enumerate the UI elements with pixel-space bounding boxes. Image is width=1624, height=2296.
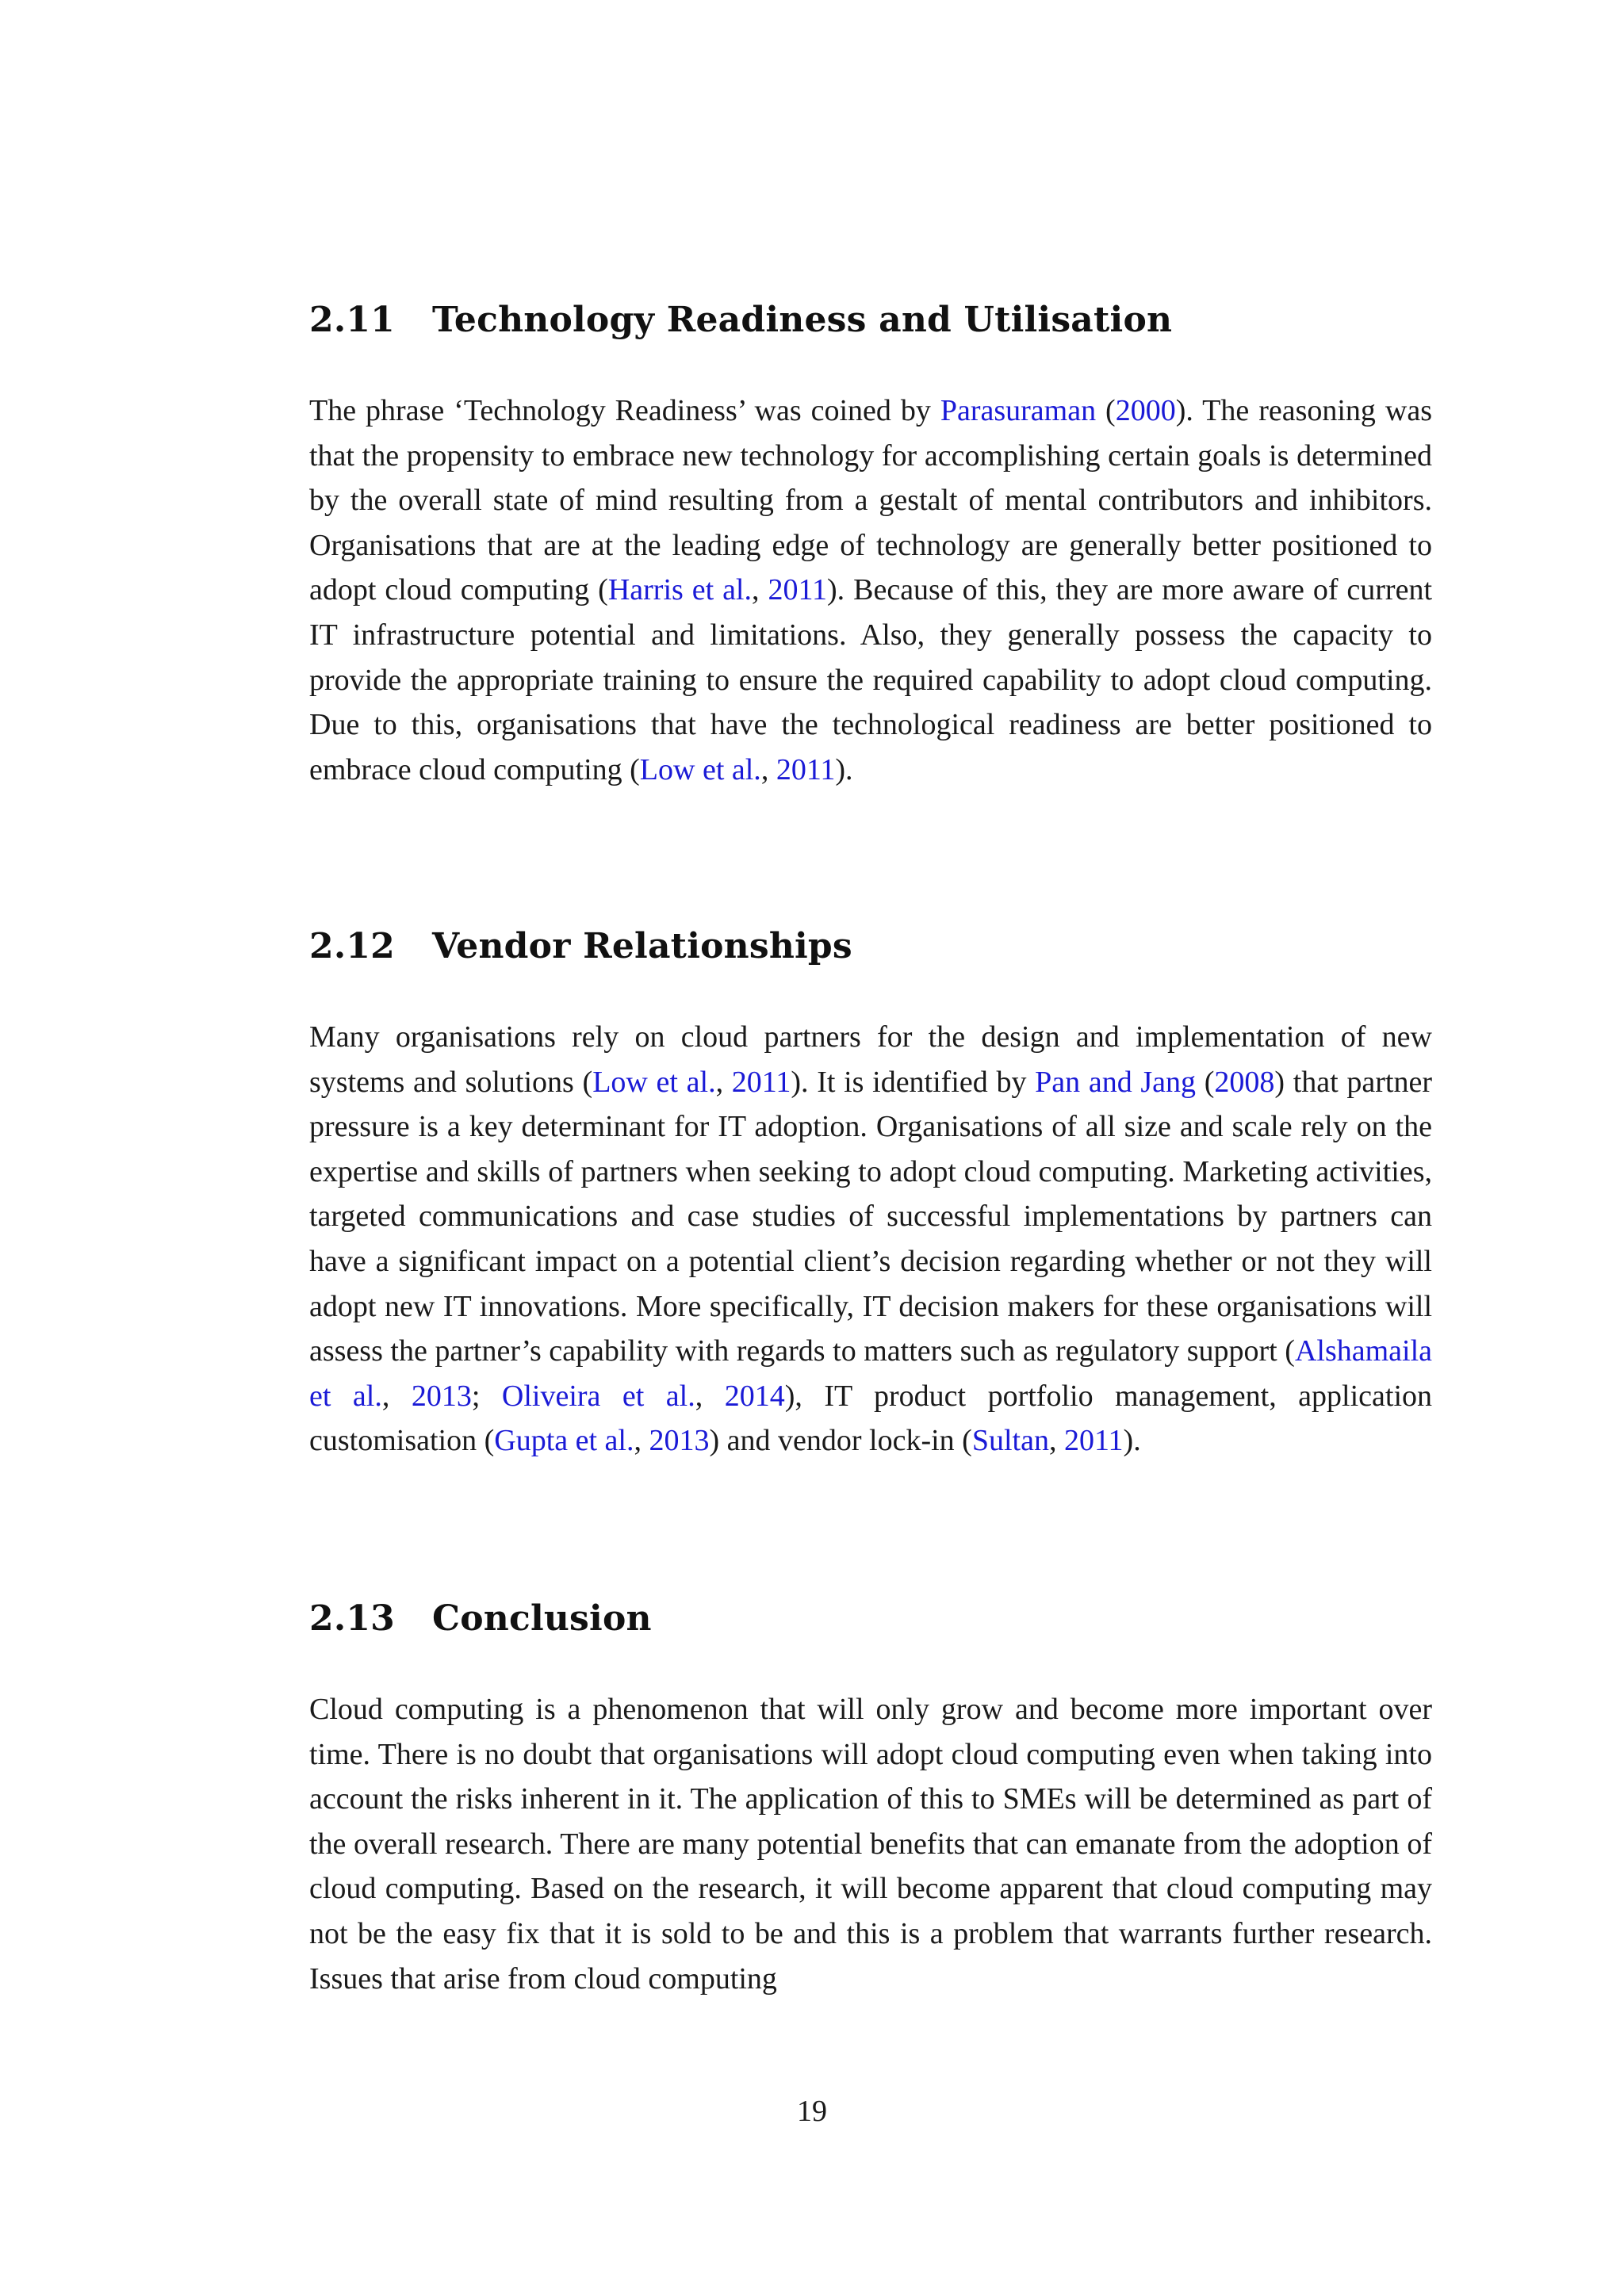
citation-link[interactable]: 2014 xyxy=(724,1379,785,1413)
citation-link[interactable]: Alshamaila et al. xyxy=(309,1334,1432,1413)
section-heading xyxy=(309,923,1432,970)
section-paragraph xyxy=(309,1687,1432,2001)
paragraph-text: , xyxy=(381,1379,412,1413)
citation-link[interactable]: 2013 xyxy=(411,1379,472,1413)
paragraph-text: , xyxy=(695,1379,725,1413)
page-number: 19 xyxy=(797,2095,827,2128)
paragraph-text: ( xyxy=(1196,1065,1215,1099)
paragraph-text: ). xyxy=(835,752,853,786)
paragraph-text: ), IT product portfolio management, application customisation ( xyxy=(309,1379,1433,1458)
paragraph-text: ) that partner pressure is a key determinant for IT adoption. Organisations of all size and scale rely on the expertise and skills of partners when seeking to adopt cloud computing. Marketing activities, targeted communications and case studies of successful implementations by partners can have a significant impact on a potential client’s decision regarding whether or not they will adopt new IT innovations. More specifically, IT decision makers for these organisations will assess the partner’s capability with regards to matters such as regulatory support ( xyxy=(309,1065,1432,1368)
citation-link[interactable]: Low et al. xyxy=(592,1065,716,1099)
paragraph-text: ( xyxy=(1096,394,1116,427)
paragraph-text: , xyxy=(634,1424,649,1458)
paragraph-text: ; xyxy=(471,1379,502,1413)
paragraph-text: , xyxy=(1048,1424,1064,1458)
citation-link[interactable]: Harris et al. xyxy=(607,573,752,607)
section-number: 2.11 xyxy=(309,300,395,340)
citation-link[interactable]: 2011 xyxy=(768,573,828,607)
paragraph-text: The phrase ‘Technology Readiness’ was coined by xyxy=(309,394,940,427)
section-2-12 xyxy=(309,923,1432,1464)
paragraph-text: ). Because of this, they are more aware of current IT infrastructure potential and limitations. Also, they generally possess the capacity to provide the appropriate training to ensure the required capability to adopt cloud computing. Due to this, organisations that have the technological readiness are better positioned to embrace cloud computing ( xyxy=(309,573,1433,786)
paragraph-text: , xyxy=(760,752,776,786)
citation-link[interactable]: 2011 xyxy=(1063,1424,1124,1458)
section-heading xyxy=(309,1595,1432,1643)
section-title: Technology Readiness and Utilisation xyxy=(432,300,1173,340)
paragraph-text: , xyxy=(715,1065,732,1099)
section-title: Conclusion xyxy=(432,1598,652,1639)
citation-link[interactable]: Sultan xyxy=(971,1424,1049,1458)
citation-link[interactable]: 2011 xyxy=(731,1065,791,1099)
section-paragraph xyxy=(309,1015,1432,1464)
section-2-11 xyxy=(309,297,1432,792)
paragraph-text: ). xyxy=(1123,1424,1141,1458)
paragraph-text: Cloud computing is a phenomenon that will only grow and become more important over time. There is no doubt that organisations will adopt cloud computing even when taking into account the risks inherent in it. The application of this to SMEs will be determined as part of the overall research. There are many potential benefits that can emanate from the adoption of cloud computing. Based on the research, it will become apparent that cloud computing may not be the easy fix that it is sold to be and this is a problem that warrants further research. Issues that arise from cloud computing xyxy=(309,1693,1432,1996)
paragraph-text: ) and vendor lock-in ( xyxy=(709,1424,972,1458)
paragraph-text: ). It is identified by xyxy=(791,1065,1036,1099)
page xyxy=(309,0,1432,2296)
section-heading xyxy=(309,297,1432,344)
citation-link[interactable]: Oliveira et al. xyxy=(501,1379,695,1413)
citation-link[interactable]: 2013 xyxy=(649,1424,710,1458)
section-2-13 xyxy=(309,1595,1432,2001)
paragraph-text: ). The reasoning was that the propensity to embrace new technology for accomplishing certain goals is determined by the overall state of mind resulting from a gestalt of mental contributors and inhibitors. Organisations that are at the leading edge of technology are generally better positioned to adopt cloud computing ( xyxy=(309,394,1432,607)
section-number: 2.12 xyxy=(309,926,395,966)
paragraph-text: , xyxy=(752,573,768,607)
citation-link[interactable]: Low et al. xyxy=(639,752,761,786)
citation-link[interactable]: Gupta et al. xyxy=(494,1424,634,1458)
citation-link[interactable]: Pan and Jang xyxy=(1035,1065,1197,1099)
citation-link[interactable]: Parasuraman xyxy=(940,394,1097,427)
citation-link[interactable]: 2008 xyxy=(1214,1065,1275,1099)
section-number: 2.13 xyxy=(309,1598,395,1639)
section-title: Vendor Relationships xyxy=(432,926,852,966)
citation-link[interactable]: 2000 xyxy=(1115,394,1176,427)
paragraph-text: Many organisations rely on cloud partners for the design and implementation of new systems and solutions ( xyxy=(309,1020,1432,1099)
citation-link[interactable]: 2011 xyxy=(776,752,836,786)
section-paragraph xyxy=(309,388,1432,792)
